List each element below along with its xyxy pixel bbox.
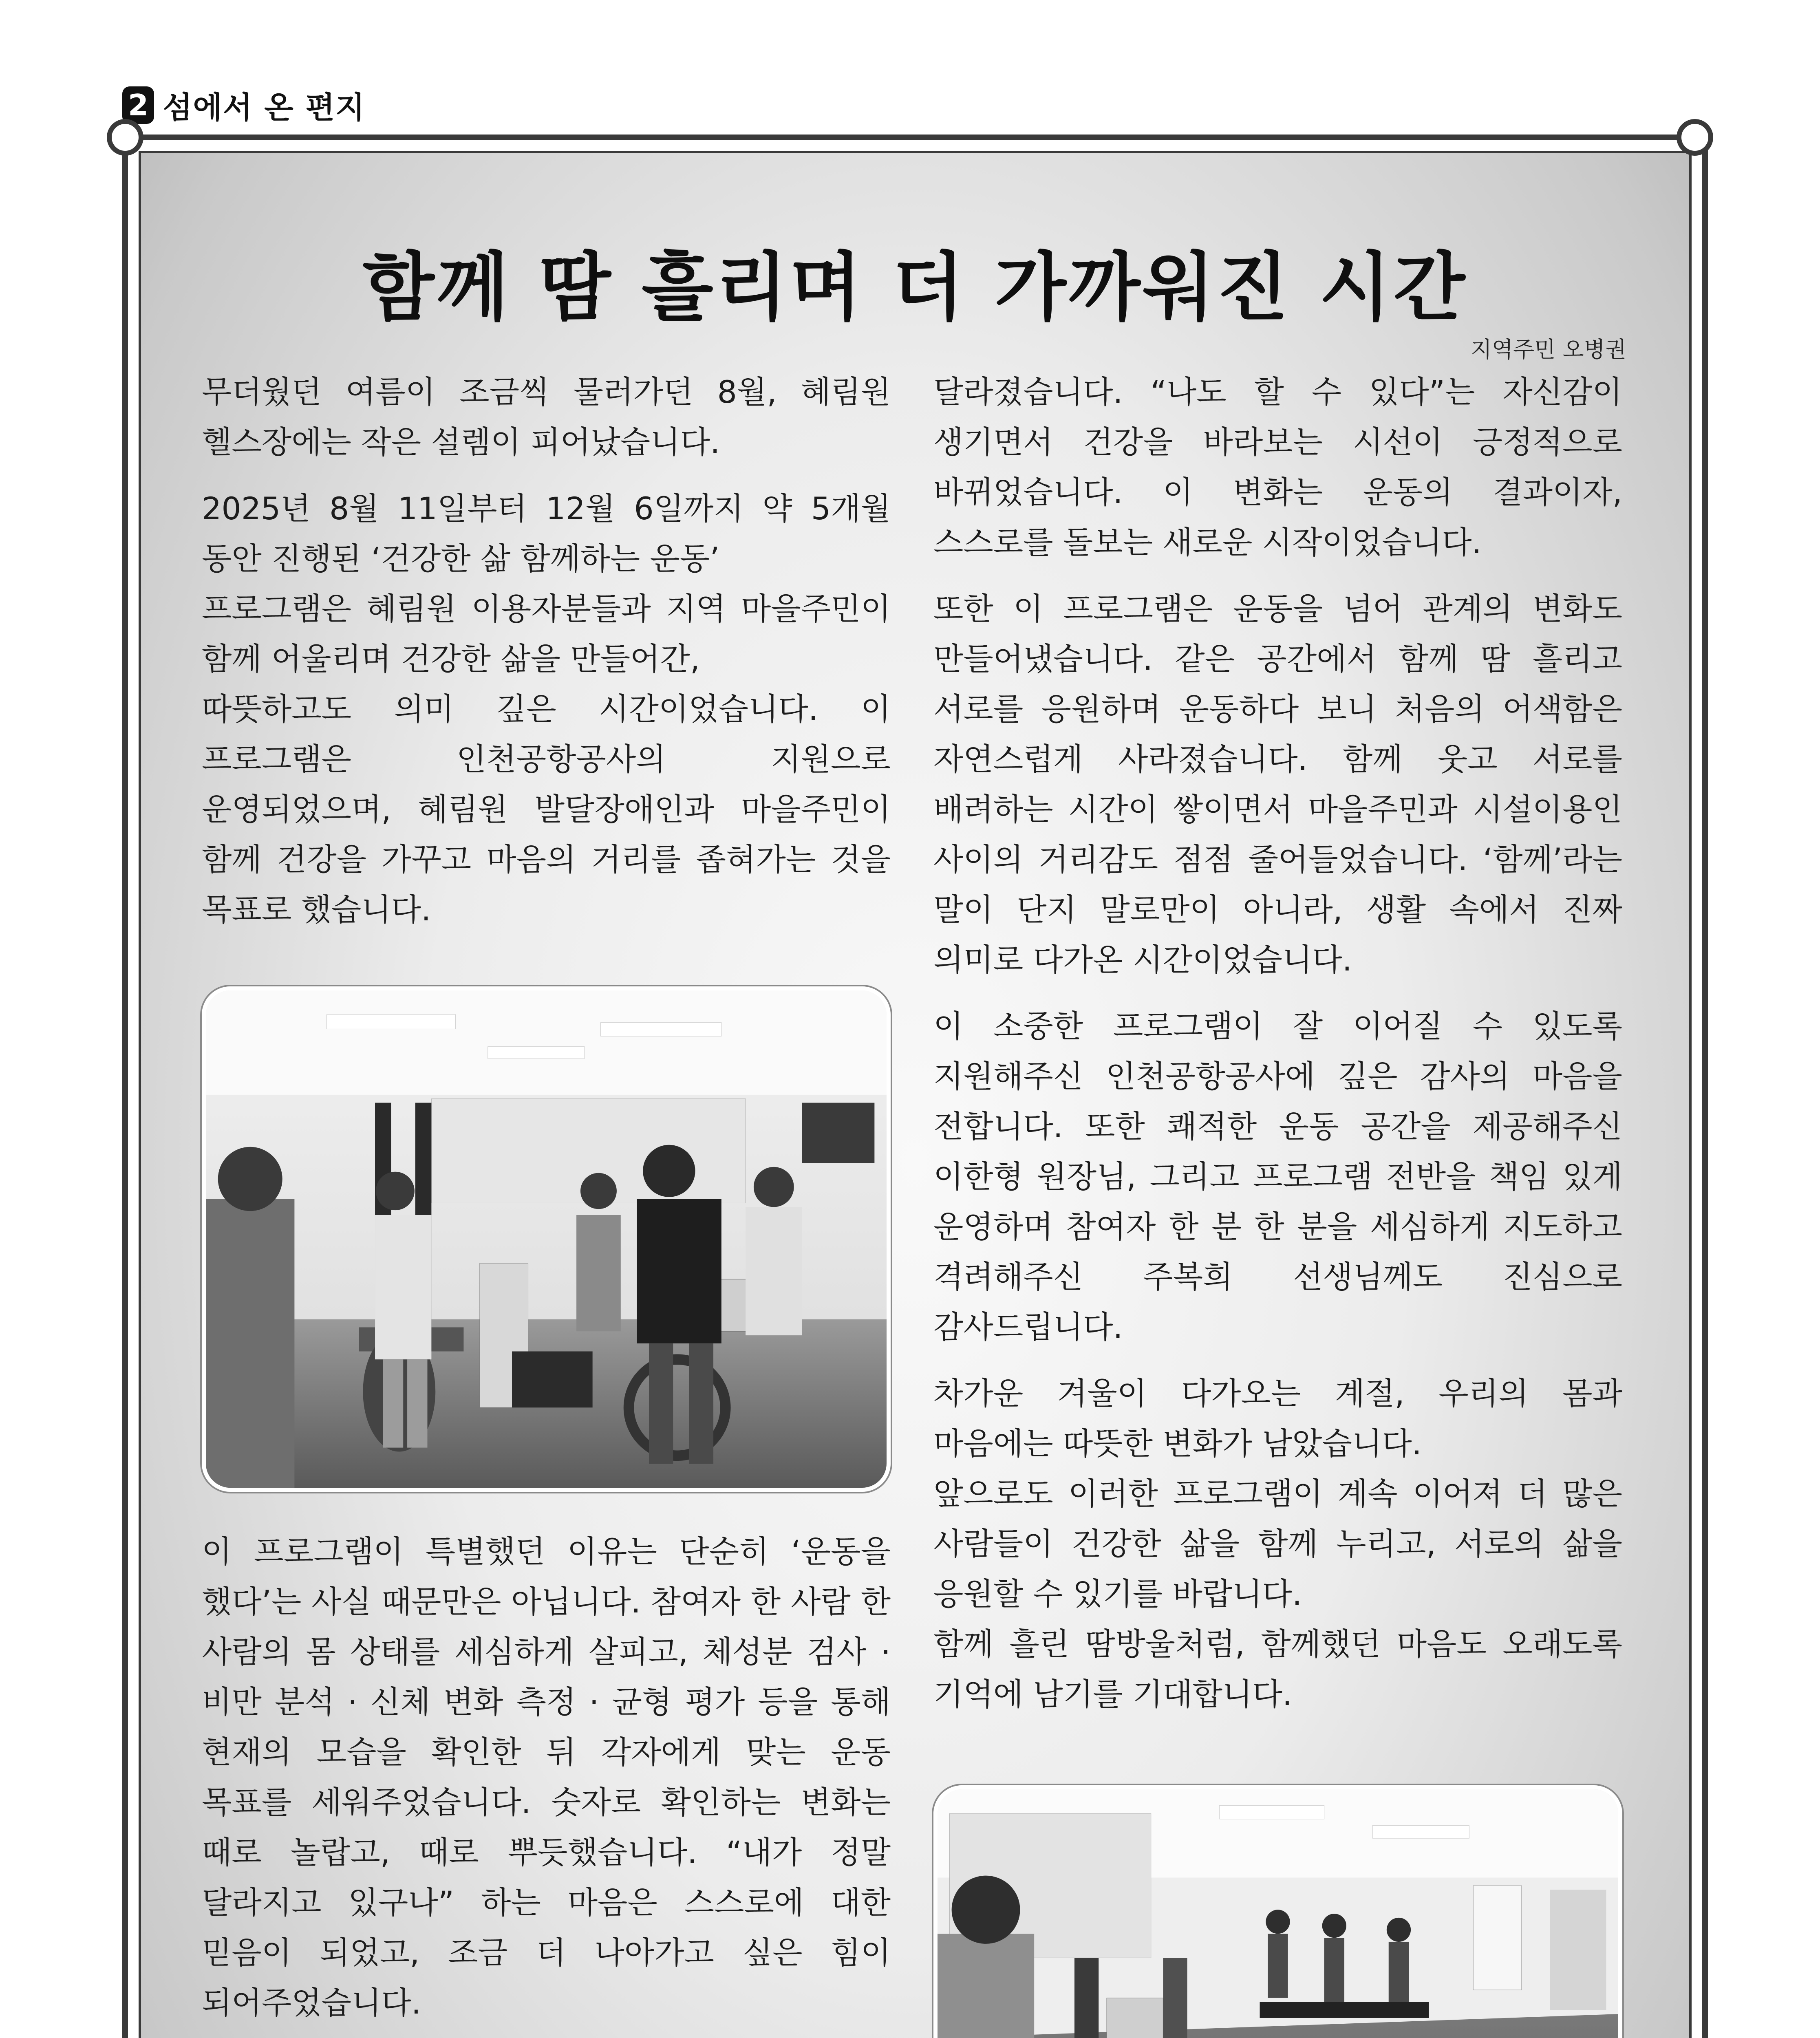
frame-corner-ornament [1677,119,1713,156]
frame-corner-ornament [107,119,143,156]
section-name: 섬에서 온 편지 [163,90,366,125]
gym-exercise-photo-image [206,990,887,1488]
paragraph: 이 소중한 프로그램이 잘 이어질 수 있도록 지원해주신 인천공항공사에 깊은 감사의 마음을 전합니다. 또한 쾌적한 운동 공간을 제공해주신 이한형 원장님, 그리고 프로그램 전반을 책임 있게 운영하며 참여자 한 분 한 분을 세심하게 지도하고 격려해주신 주복희 선생님께도 진심으로 감사드립니다. [933,1008,1622,1345]
paragraph: 앞으로도 이러한 프로그램이 계속 이어져 더 많은 사람들이 건강한 삶을 함께 누리고, 서로의 삶을 응원할 수 있기를 바랍니다. [933,1476,1622,1612]
gym-exercise-photo [202,986,891,1492]
paragraph: 무더웠던 여름이 조금씩 물러가던 8월, 혜림원 헬스장에는 작은 설렘이 피어났습니다. [202,374,891,460]
paragraph: 차가운 겨울이 다가오는 계절, 우리의 몸과 마음에는 따뜻한 변화가 남았습니다. [933,1375,1622,1462]
left-column-bottom [202,1526,891,2038]
paragraph: 따뜻하고도 의미 깊은 시간이었습니다. 이 프로그램은 인천공항공사의 지원으로 운영되었으며, 혜림원 발달장애인과 마을주민이 함께 건강을 가꾸고 마음의 거리를 좁혀가는 것을 목표로 했습니다. [202,691,891,928]
left-column-top [202,367,891,935]
paragraph: 이 프로그램이 특별했던 이유는 단순히 ‘운동을 했다’는 사실 때문만은 아닙니다. 참여자 한 사람 한 사람의 몸 상태를 세심하게 살피고, 체성분 검사 · 비만 분석 · 신체 변화 측정 · 균형 평가 등을 통해 현재의 모습을 확인한 뒤 각자에게 맞는 운동 목표를 세워주었습니다. 숫자로 확인하는 변화는 때로 놀랍고, 때로 뿌듯했습니다. “내가 정말 달라지고 있구나” 하는 마음은 스스로에 대한 믿음이 되었고, 조금 더 나아가고 싶은 힘이 되어주었습니다. [202,1533,891,2021]
fitness-machines-photo [933,1785,1622,2038]
article-byline: 지역주민 오병권 [1470,337,1626,362]
right-column [933,367,1622,1719]
article-title: 함께 땀 흘리며 더 가까워진 시간 [362,244,1468,331]
paragraph: 함께 흘린 땀방울처럼, 함께했던 마음도 오래도록 기억에 남기를 기대합니다. [933,1626,1622,1712]
paragraph: 달라졌습니다. “나도 할 수 있다”는 자신감이 생기면서 건강을 바라보는 시선이 긍정적으로 바뀌었습니다. 이 변화는 운동의 결과이자, 스스로를 돌보는 새로운 시작이었습니다. [933,374,1622,560]
fitness-machines-photo-image [938,1789,1618,2038]
paragraph: 2025년 8월 11일부터 12월 6일까지 약 5개월 동안 진행된 ‘건강한 삶 함께하는 운동’ [202,490,891,577]
paragraph: 프로그램은 혜림원 이용자분들과 지역 마을주민이 함께 어울리며 건강한 삶을 만들어간, [202,591,891,677]
page-number: 2 [122,86,154,124]
paragraph: 또한 이 프로그램은 운동을 넘어 관계의 변화도 만들어냈습니다. 같은 공간에서 함께 땀 흘리고 서로를 응원하며 운동하다 보니 처음의 어색함은 자연스럽게 사라졌습니다. 함께 웃고 서로를 배려하는 시간이 쌓이면서 마을주민과 시설이용인 사이의 거리감도 점점 줄어들었습니다. ‘함께’라는 말이 단지 말로만이 아니라, 생활 속에서 진짜 의미로 다가온 시간이었습니다. [933,591,1622,978]
page-header [122,84,365,127]
